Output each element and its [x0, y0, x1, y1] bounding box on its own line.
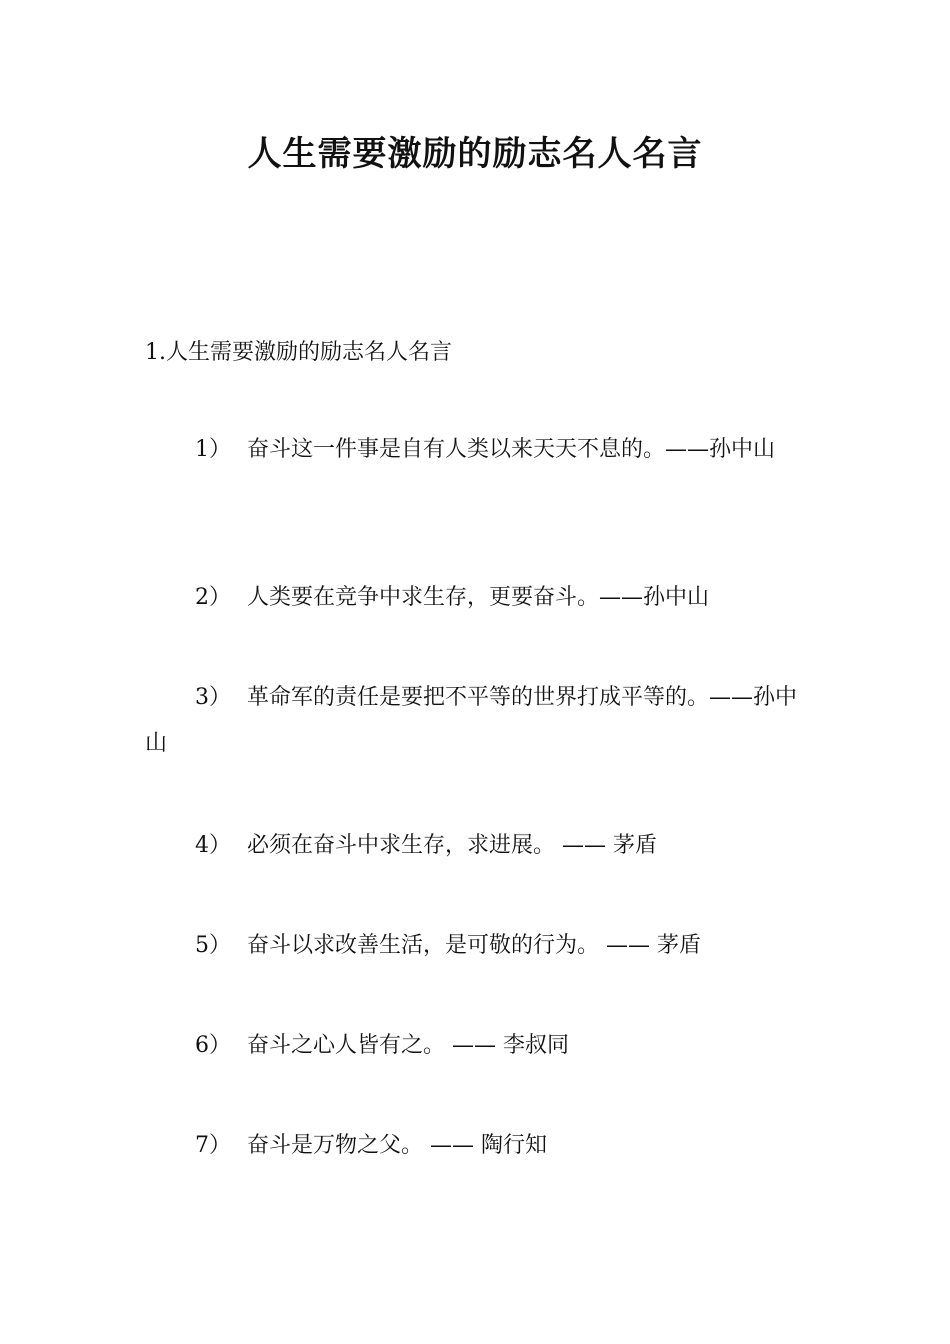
quote-text: 奋斗是万物之父。 —— 陶行知	[247, 1133, 547, 1158]
quote-item	[145, 1123, 815, 1169]
section-heading: 1.人生需要激励的励志名人名言	[145, 340, 452, 365]
quote-item	[145, 575, 815, 621]
quote-number: 7）	[195, 1133, 231, 1158]
quote-text: 奋斗之心人皆有之。 —— 李叔同	[247, 1033, 569, 1058]
quote-text: 奋斗以求改善生活，是可敬的行为。 —— 茅盾	[247, 933, 701, 958]
quote-item	[145, 675, 815, 767]
quote-number: 5）	[195, 933, 231, 958]
quote-text: 革命军的责任是要把不平等的世界打成平等的。——孙中山	[145, 685, 798, 756]
quote-item	[145, 1023, 815, 1069]
quote-item	[145, 427, 815, 473]
quote-text: 必须在奋斗中求生存，求进展。 —— 茅盾	[247, 833, 657, 858]
quote-item	[145, 823, 815, 869]
quote-number: 4）	[195, 833, 231, 858]
quote-number: 2）	[195, 585, 231, 610]
quote-text: 奋斗这一件事是自有人类以来天天不息的。——孙中山	[247, 437, 776, 462]
quote-text: 人类要在竞争中求生存，更要奋斗。——孙中山	[247, 585, 710, 610]
quote-number: 1）	[195, 437, 231, 462]
document-title: 人生需要激励的励志名人名言	[247, 134, 703, 174]
quote-item	[145, 923, 815, 969]
quote-number: 3）	[195, 685, 231, 710]
quote-number: 6）	[195, 1033, 231, 1058]
